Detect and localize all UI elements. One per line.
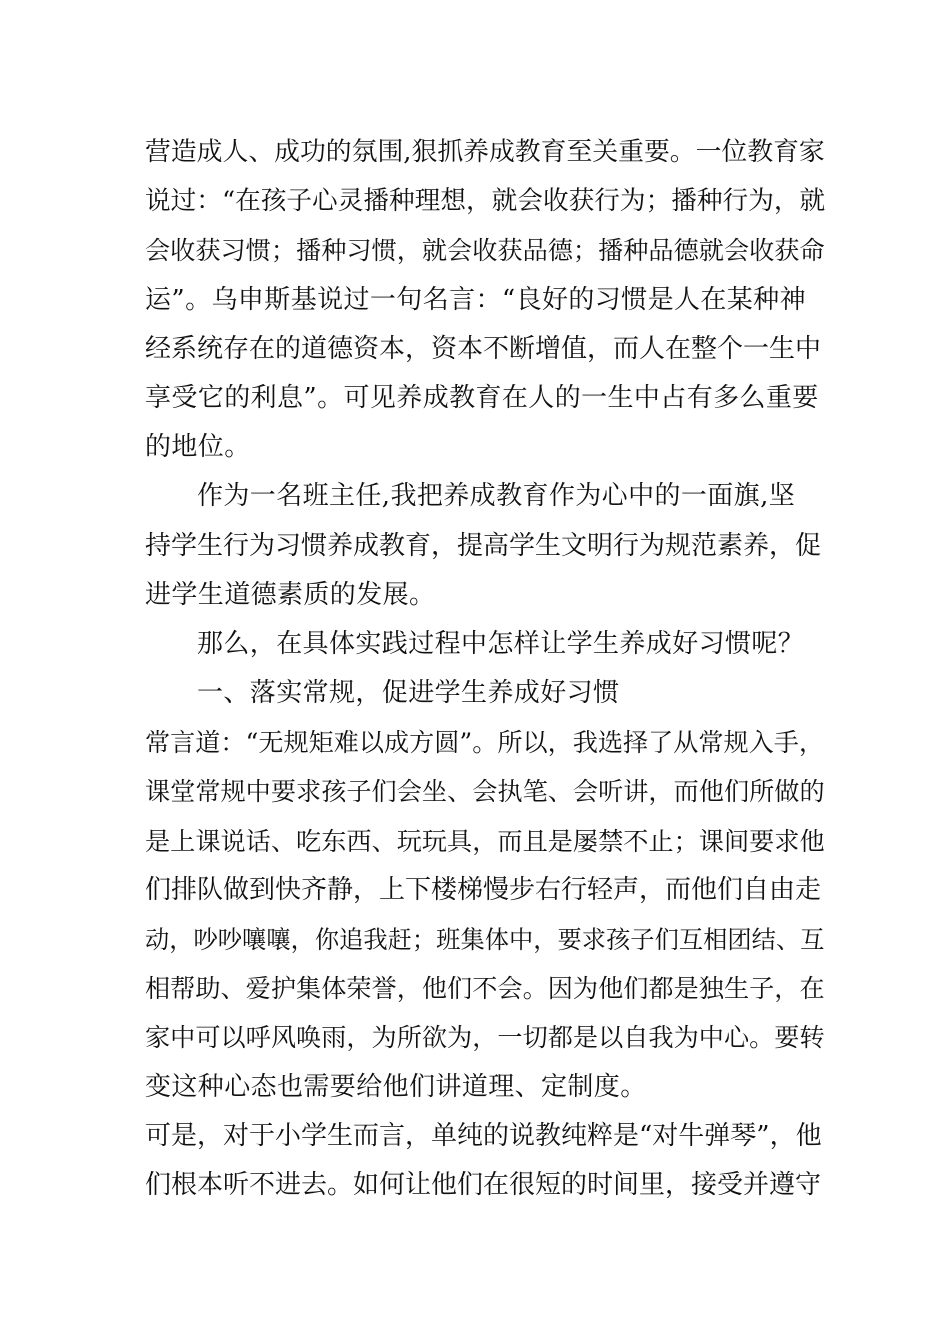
text-line: 进学生道德素质的发展。 (145, 579, 436, 610)
body-text (145, 128, 825, 1210)
text-line: 会收获习惯；播种习惯，就会收获品德；播种品德就会收获命 (145, 236, 825, 266)
text-line: 的地位。 (145, 432, 251, 463)
text-line: 作为一名班主任,我把养成教育作为心中的一面旗,坚 (197, 481, 796, 512)
text-line: 是上课说话、吃东西、玩玩具，而且是屡禁不止；课间要求他 (145, 826, 825, 856)
text-line: 运”。乌申斯基说过一句名言：“良好的习惯是人在某种神 (145, 284, 806, 315)
text-line: 那么，在具体实践过程中怎样让学生养成好习惯呢？ (197, 628, 805, 659)
text-line: 经系统存在的道德资本，资本不断增值，而人在整个一生中 (145, 333, 822, 364)
text-line: 相帮助、爱护集体荣誉，他们不会。因为他们都是独生子，在 (145, 974, 825, 1004)
text-line: 享受它的利息”。可见养成教育在人的一生中占有多么重要 (145, 382, 819, 413)
text-line: 课堂常规中要求孩子们会坐、会执笔、会听讲，而他们所做的 (145, 777, 825, 807)
text-line: 持学生行为习惯养成教育，提高学生文明行为规范素养，促 (145, 530, 822, 561)
text-line: 们排队做到快齐静，上下楼梯慢步右行轻声，而他们自由走 (145, 874, 822, 905)
text-line: 动，吵吵嚷嚷，你追我赶；班集体中，要求孩子们互相团结、互 (145, 925, 825, 954)
text-line: 可是，对于小学生而言，单纯的说教纯粹是“对牛弹琴”，他 (145, 1120, 822, 1151)
text-line: 常言道：“无规矩难以成方圆”。所以，我选择了从常规入手， (145, 728, 824, 758)
text-line: 们根本听不进去。如何让他们在很短的时间里，接受并遵守 (145, 1169, 822, 1200)
text-line: 一、落实常规，促进学生养成好习惯 (197, 678, 620, 709)
text-line: 变这种心态也需要给他们讲道理、定制度。 (145, 1071, 647, 1102)
text-line: 营造成人、成功的氛围,狠抓养成教育至关重要。一位教育家 (145, 137, 825, 167)
text-line: 家中可以呼风唤雨，为所欲为，一切都是以自我为中心。要转 (145, 1023, 825, 1053)
text-line: 说过：“在孩子心灵播种理想，就会收获行为；播种行为，就 (145, 186, 826, 217)
